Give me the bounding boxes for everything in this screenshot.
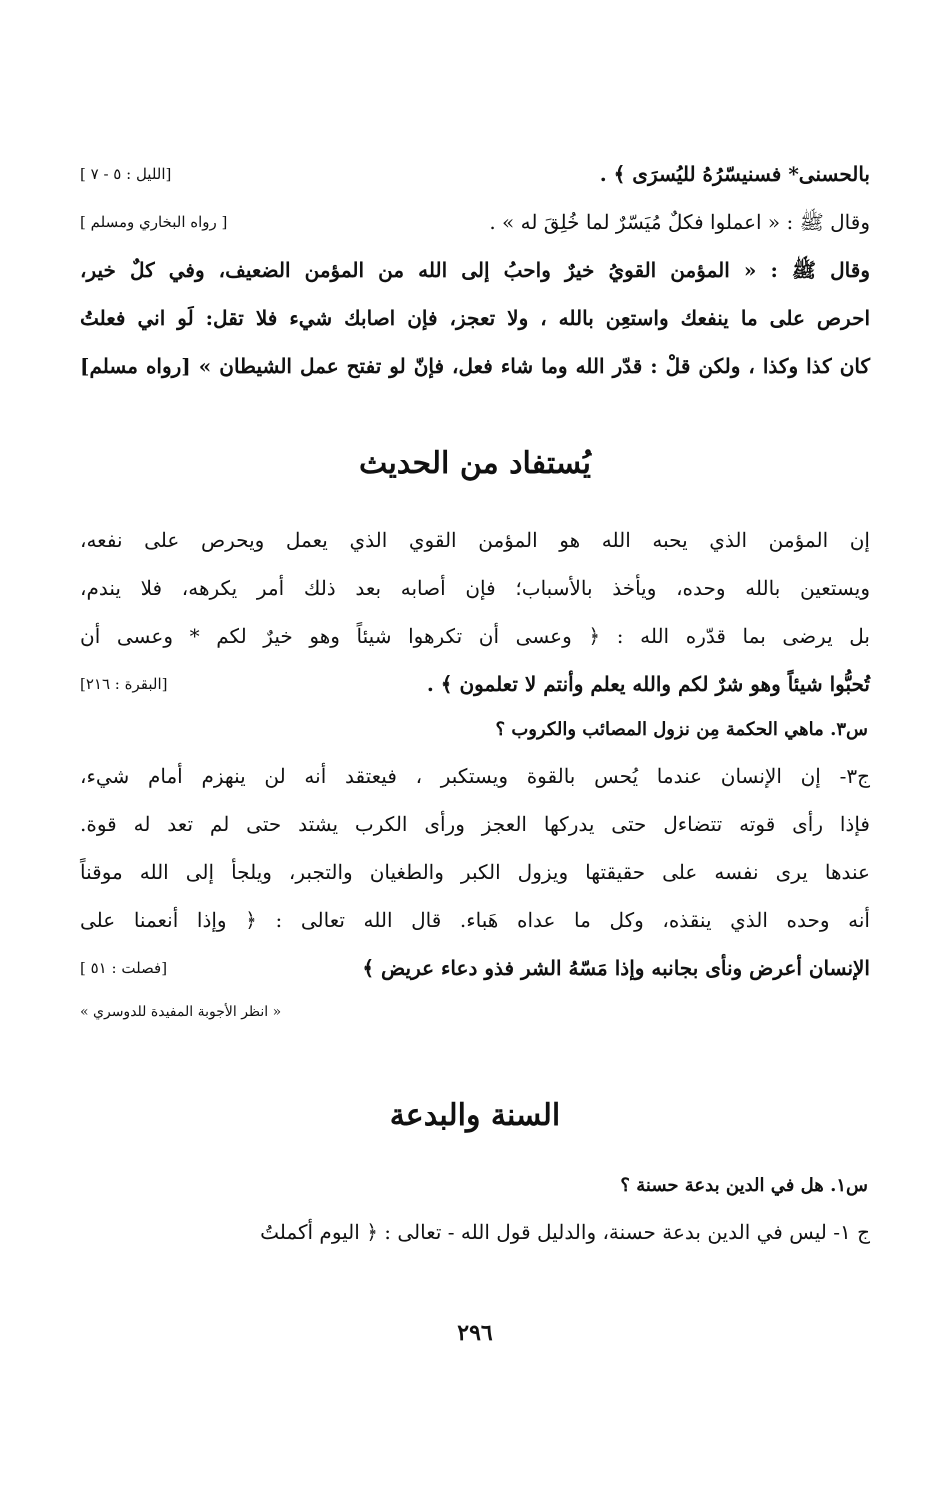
hadith-2-line-2: احرص على ما ينفعك واستعِن بالله ، ولا تعجز، فإن اصابك شيء فلا تقل: لَو اني فعلتُ — [80, 306, 870, 330]
verse-line — [80, 150, 870, 198]
benefit-verse-end: تُحبُّوا شيئاً وهو شرٌ لكم والله يعلم وأنتم لا تعلمون ﴾ . — [426, 672, 870, 696]
hadith-2-line-1: وقال ﷺ : « المؤمن القويُ خيرٌ واحبُ إلى الله من المؤمن الضعيف، وفي كلٌ خير، — [80, 258, 870, 282]
hadith-1-reference: [ رواه البخاري ومسلم ] — [80, 213, 228, 231]
answer-1-line-1: ج ١- ليس في الدين بدعة حسنة، والدليل قول الله - تعالى : ﴿ اليوم أكملتُ — [260, 1220, 870, 1244]
verse-text: بالحسنى* فسنيسّرُهُ لليُسرَى ﴾ . — [599, 162, 870, 186]
question-1: س١. هل في الدين بدعة حسنة ؟ — [620, 1175, 868, 1196]
answer-3-reference: [فصلت : ٥١ ] — [80, 959, 168, 977]
question-3: س٣. ماهي الحكمة مِن نزول المصائب والكروب ؟ — [495, 719, 868, 740]
benefit-line-4 — [80, 660, 870, 708]
hadith-1-text: وقال ﷺ : « اعملوا فكلٌ مُيَسّرٌ لما خُلِقَ له » . — [489, 210, 870, 234]
hadith-1-line — [80, 198, 870, 246]
source-note: « انظر الأجوبة المفيدة للدوسري » — [80, 1004, 282, 1020]
hadith-2-line-3: كان كذا وكذا ، ولكن قلْ : قدّر الله وما شاء فعل، فإنّ لو تفتح عمل الشيطان » [رواه مسلم] — [80, 354, 870, 378]
benefit-line-3: بل يرضى بما قدّره الله : ﴿ وعسى أن تكرهوا شيئاً وهو خيرٌ لكم * وعسى أن — [80, 624, 870, 648]
answer-3-line-2: فإذا رأى قوته تتضاءل حتى يدركها العجز ورأى الكرب يشتد حتى لم تعد له قوة. — [80, 812, 870, 836]
page-number: ٢٩٦ — [457, 1320, 493, 1346]
section-heading-benefit: يُستفاد من الحديث — [358, 446, 592, 481]
benefit-line-1: إن المؤمن الذي يحبه الله هو المؤمن القوي الذي يعمل ويحرص على نفعه، — [80, 528, 870, 552]
section-heading-sunnah: السنة والبدعة — [389, 1098, 561, 1133]
answer-3-line-5 — [80, 944, 870, 992]
answer-3-line-3: عندها يرى نفسه على حقيقتها ويزول الكبر والطغيان والتجبر، ويلجأ إلى الله موقناً — [80, 860, 870, 884]
answer-3-line-4: أنه وحده الذي ينقذه، وكل ما عداه هَباء. قال الله تعالى : ﴿ وإذا أنعمنا على — [80, 908, 870, 932]
answer-3-line-1: ج٣- إن الإنسان عندما يُحس بالقوة ويستكبر ، فيعتقد أنه لن ينهزم أمام شيء، — [80, 764, 870, 788]
page-body — [80, 150, 870, 1256]
answer-3-verse-end: الإنسان أعرض ونأى بجانبه وإذا مَسّهُ الشر فذو دعاء عريض ﴾ — [362, 956, 870, 980]
verse-reference: [الليل : ٥ - ٧ ] — [80, 165, 172, 183]
benefit-line-2: ويستعين بالله وحده، ويأخذ بالأسباب؛ فإن أصابه بعد ذلك أمر يكرهه، فلا يندم، — [80, 576, 870, 600]
benefit-reference: [البقرة : ٢١٦] — [80, 675, 168, 693]
